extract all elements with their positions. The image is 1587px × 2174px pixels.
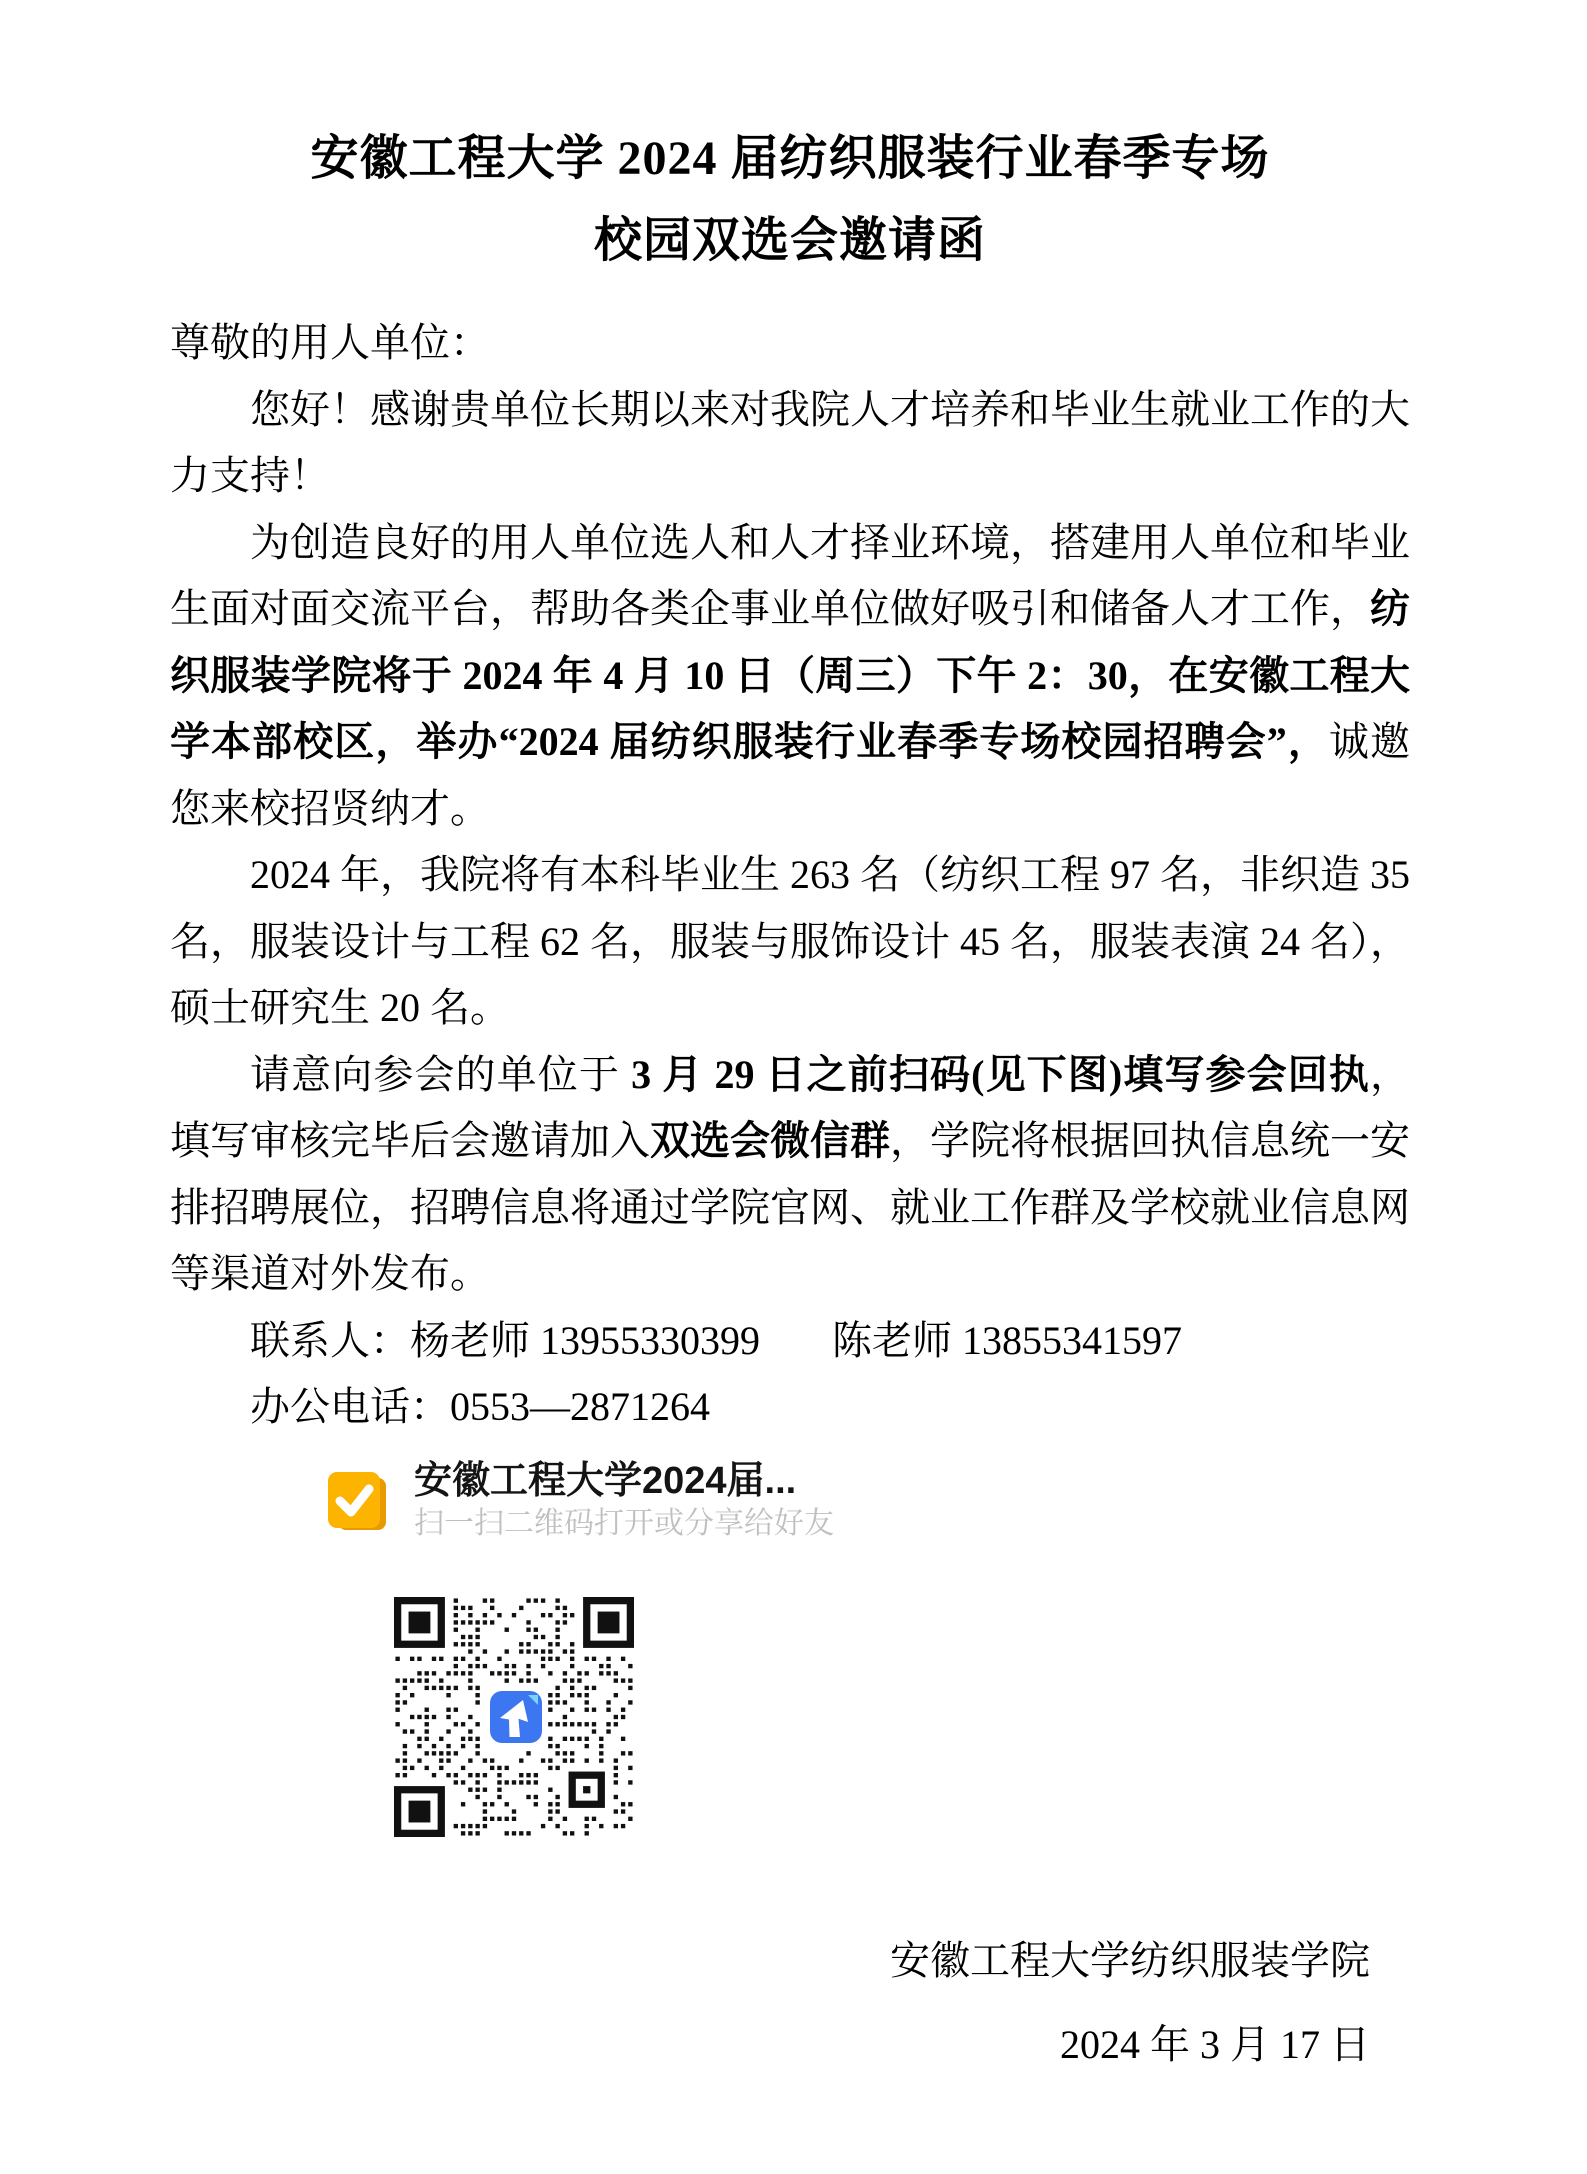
paragraph-segment: 您好！感谢贵单位长期以来对我院人才培养和毕业生就业工作的大力支持！: [170, 386, 1410, 498]
signature-org: 安徽工程大学纺织服装学院: [890, 1937, 1370, 1983]
document-body: [170, 310, 1410, 1441]
paragraph-segment: ，学院将根据回执信息统一安排招聘展位，招聘信息将通过学院官网、就业工作群及学校就业信息网等渠道对外发布。: [170, 1118, 1410, 1296]
signature-block: [170, 1919, 1410, 2087]
contact-line: [170, 1308, 1410, 1375]
paragraph-segment: 诚邀您来校招贤纳才。: [170, 719, 1411, 831]
qr-code: [394, 1597, 638, 1837]
paragraph-segment: 请意向参会的单位于: [250, 1051, 632, 1097]
paragraph-segment-bold: 双选会微信群: [650, 1118, 890, 1163]
paragraph-segment: 2024 年，我院将有本科毕业生 263 名（纺织工程 97 名，非织造 35 名，服装设计与工程 62 名，服装与服饰设计 45 名，服装表演 24 名），硕士研究生 20 名。: [170, 852, 1410, 1030]
office-phone-line: [170, 1374, 1410, 1441]
salutation: 尊敬的用人单位：: [170, 320, 490, 365]
title-line-1: 安徽工程大学 2024 届纺织服装行业春季专场: [310, 132, 1270, 185]
contact-label: 联系人：: [250, 1317, 410, 1363]
title-line-2: 校园双选会邀请函: [593, 214, 986, 267]
paragraph: [170, 510, 1410, 843]
survey-arrow-icon: [489, 1690, 543, 1744]
paragraph-segment: 为创造良好的用人单位选人和人才择业环境，搭建用人单位和毕业生面对面交流平台，帮助各类企事业单位做好吸引和储备人才工作，: [170, 519, 1410, 631]
paragraph-segment-bold: 3 月 29 日之前扫码(见下图)填写参会回执: [631, 1051, 1371, 1097]
qr-card-subtitle: 扫一扫二维码打开或分享给好友: [414, 1506, 834, 1540]
office-phone-number: 0553—2871264: [450, 1384, 710, 1429]
qr-share-card: [326, 1459, 1410, 1543]
qr-card-text: [414, 1459, 834, 1543]
paragraph: [170, 1042, 1410, 1308]
contact-chen: 陈老师 13855341597: [832, 1317, 1182, 1363]
form-check-icon: [326, 1470, 390, 1532]
contact-yang: 杨老师 13955330399: [410, 1317, 760, 1363]
paragraph-segment: ，填写审核完毕后会邀请加入: [170, 1051, 1411, 1163]
signature-date: 2024 年 3 月 17 日: [1060, 2021, 1370, 2067]
document-title: [170, 118, 1410, 282]
paragraph: [170, 842, 1410, 1042]
office-phone-label: 办公电话：: [250, 1384, 450, 1429]
qr-card-title: 安徽工程大学2024届...: [414, 1459, 797, 1502]
body-paragraphs: [170, 377, 1410, 1308]
paragraph: [170, 377, 1410, 510]
paragraph-segment-bold: 纺织服装学院将于 2024 年 4 月 10 日（周三）下午 2：30，在安徽工程大学本部校区，举办“2024 届纺织服装行业春季专场校园招聘会”，: [170, 586, 1410, 764]
